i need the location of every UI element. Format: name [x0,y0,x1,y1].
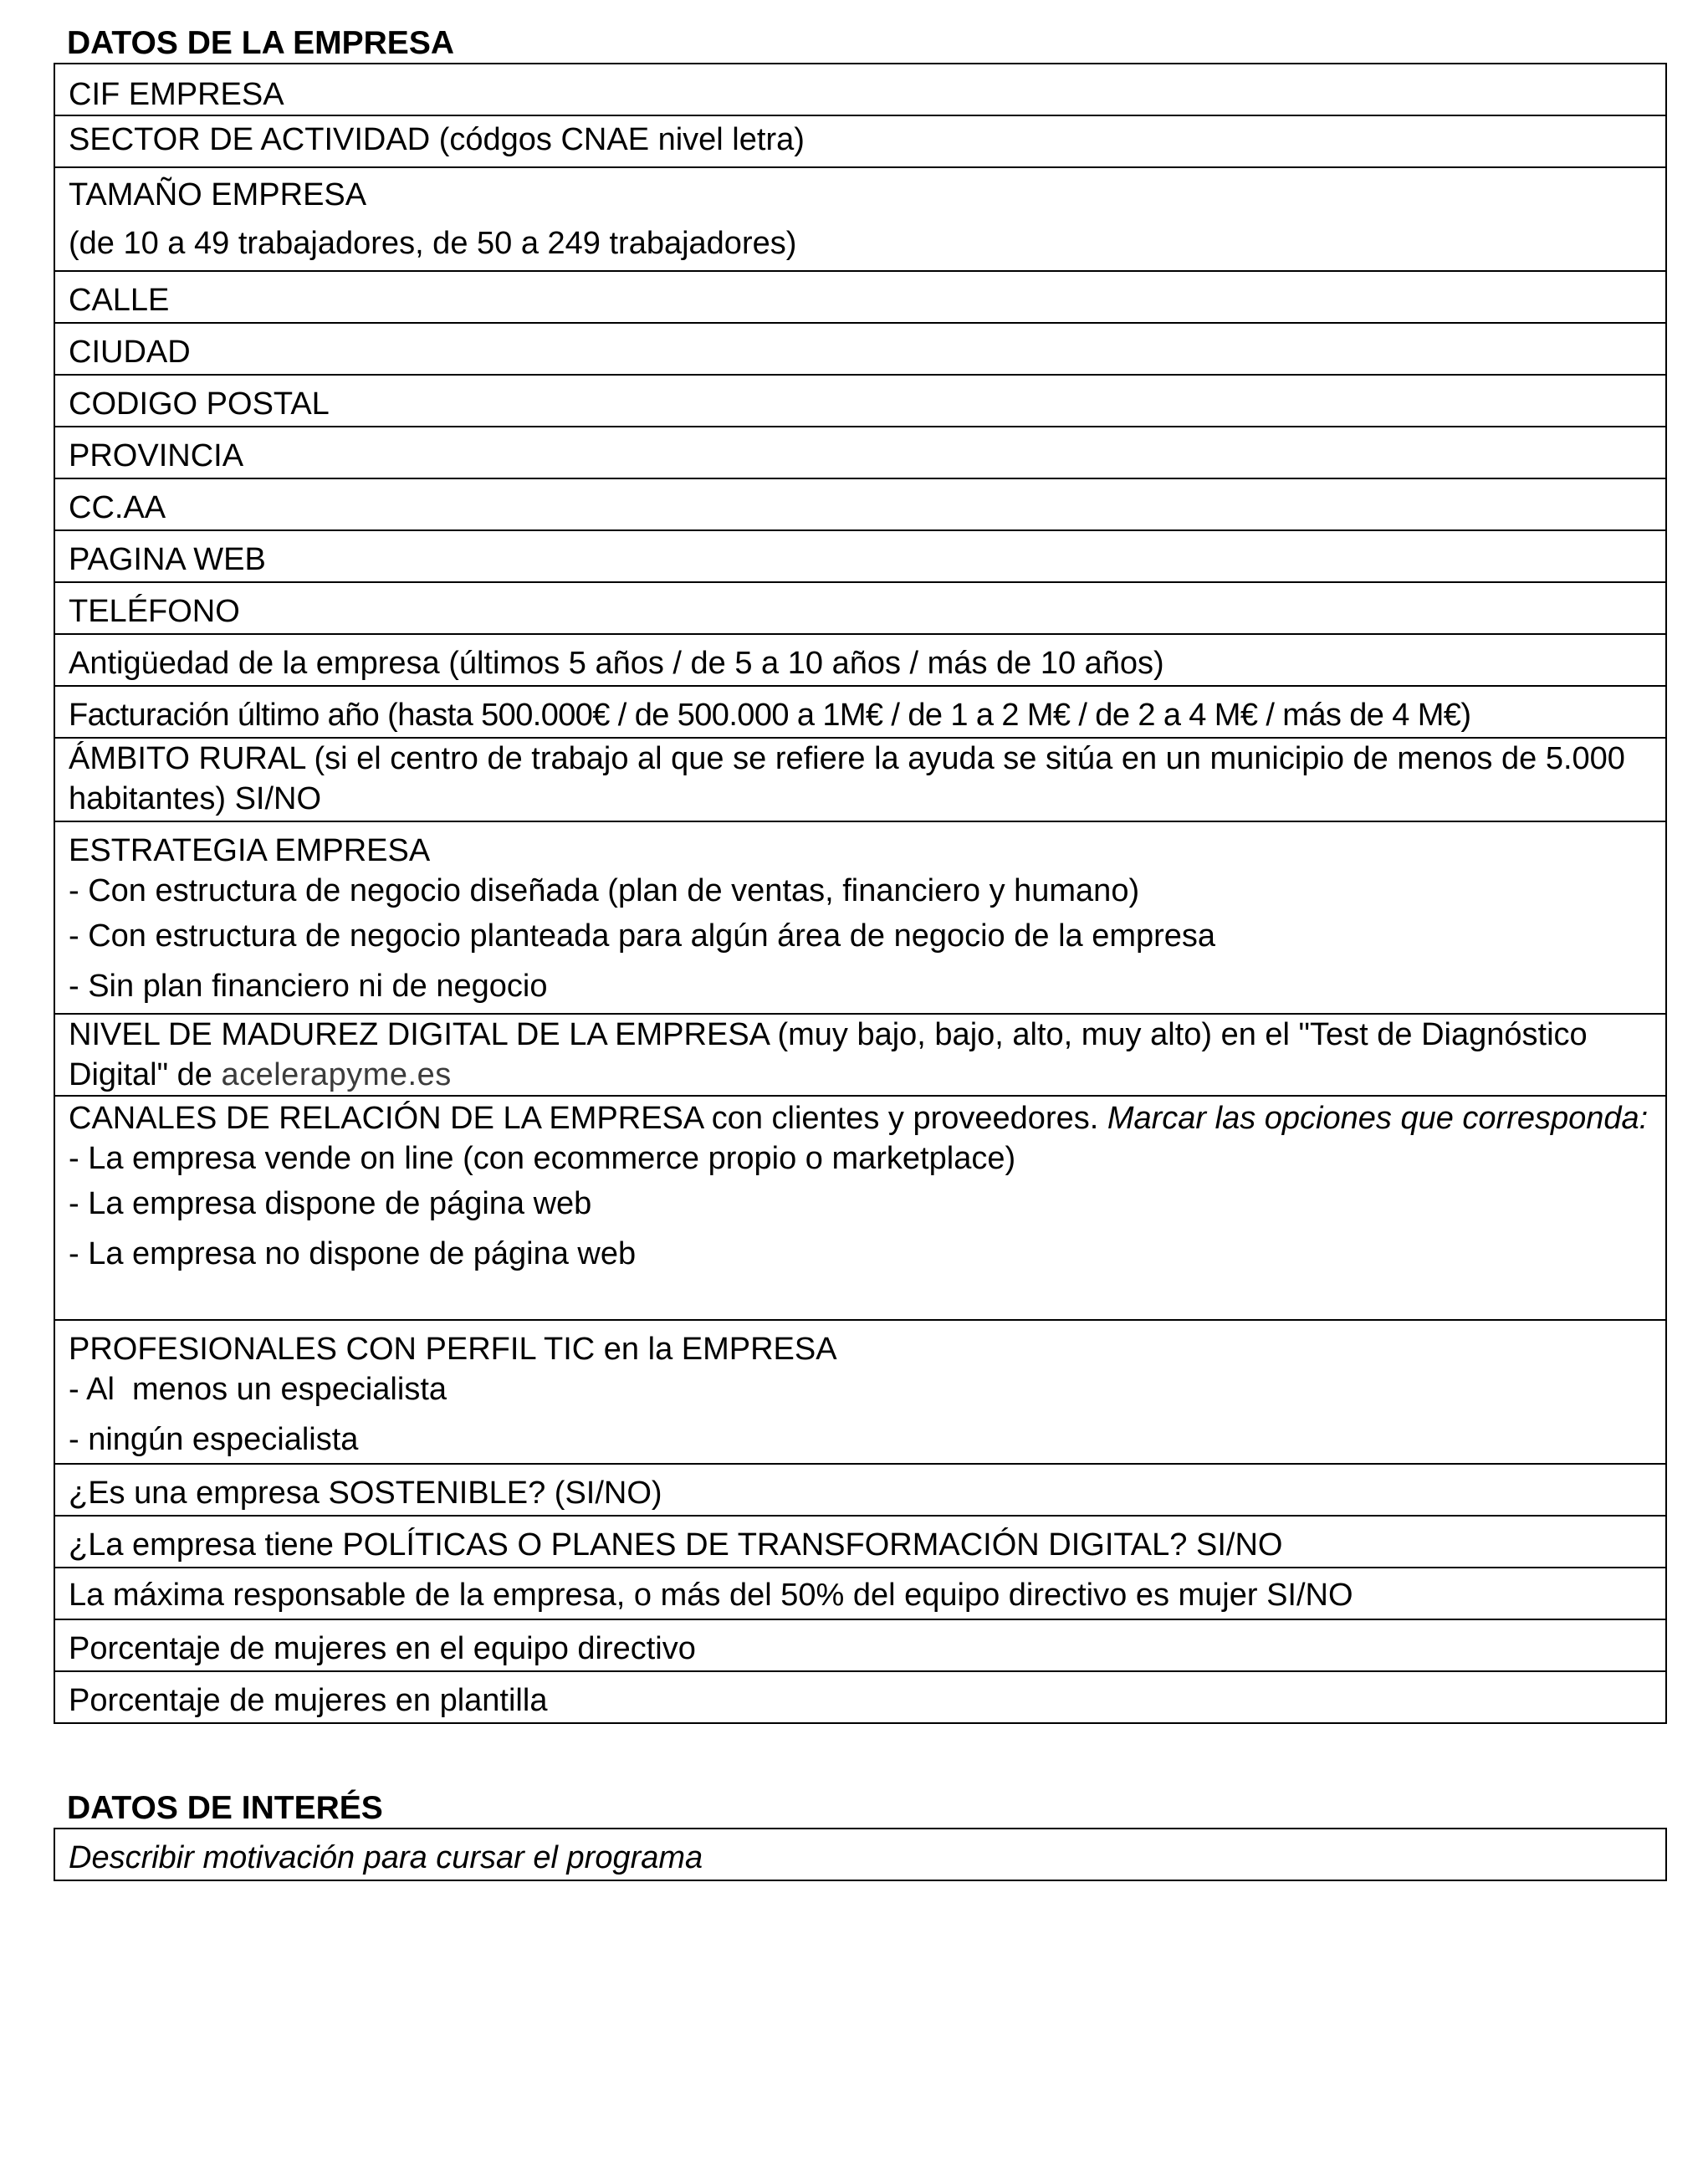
section-heading-datos-empresa: DATOS DE LA EMPRESA [67,25,454,61]
row-pagina-web[interactable] [54,530,1666,582]
row-calle[interactable] [54,271,1666,323]
row-mujeres-directivo[interactable] [54,1619,1666,1671]
label-estrategia-option-1: - Con estructura de negocio diseñada (plan de ventas, financiero y humano) [69,873,1140,908]
label-madurez-digital [69,1015,1652,1095]
label-estrategia-option-2: - Con estructura de negocio planteada para algún área de negocio de la empresa [69,918,1216,954]
row-estrategia[interactable] [54,821,1666,1014]
row-ccaa[interactable] [54,478,1666,530]
row-motivacion[interactable] [54,1829,1666,1880]
label-canales-option-1: - La empresa vende on line (con ecommerce propio o marketplace) [69,1141,1016,1176]
interest-data-table [54,1828,1667,1881]
label-tic-option-2: - ningún especialista [69,1422,359,1457]
label-tamano-options: (de 10 a 49 trabajadores, de 50 a 249 trabajadores) [69,226,797,261]
row-canales[interactable] [54,1096,1666,1320]
label-motivacion: Describir motivación para cursar el programa [69,1840,703,1875]
row-facturacion[interactable] [54,686,1666,738]
row-codigo-postal[interactable] [54,375,1666,427]
label-cif: CIF EMPRESA [69,77,284,112]
label-ciudad: CIUDAD [69,335,191,370]
label-canales-text: CANALES DE RELACIÓN DE LA EMPRESA con clientes y proveedores. [69,1101,1107,1136]
label-sostenible: ¿Es una empresa SOSTENIBLE? (SI/NO) [69,1476,662,1511]
label-pagina-web: PAGINA WEB [69,542,266,577]
label-estrategia-title: ESTRATEGIA EMPRESA [69,833,431,868]
row-sostenible[interactable] [54,1464,1666,1516]
row-madurez-digital[interactable] [54,1014,1666,1096]
row-maxima-responsable[interactable] [54,1568,1666,1619]
label-canales-option-3: - La empresa no dispone de página web [69,1236,637,1271]
row-tamano[interactable] [54,167,1666,271]
row-politicas[interactable] [54,1516,1666,1568]
label-ambito-rural: ÁMBITO RURAL (si el centro de trabajo al que se refiere la ayuda se sitúa en un municipio de menos de 5.000 habitantes) SI/NO [69,741,1625,816]
label-antiguedad: Antigüedad de la empresa (últimos 5 años / de 5 a 10 años / más de 10 años) [69,646,1164,681]
label-codigo-postal: CODIGO POSTAL [69,386,330,422]
row-ciudad[interactable] [54,323,1666,375]
label-mujeres-directivo: Porcentaje de mujeres en el equipo directivo [69,1631,696,1666]
label-canales-instruction: Marcar las opciones que corresponda: [1107,1101,1649,1136]
row-sector[interactable] [54,115,1666,167]
label-tic-option-1: - Al menos un especialista [69,1372,447,1407]
label-estrategia-option-3: - Sin plan financiero ni de negocio [69,969,548,1004]
label-canales-title [69,1097,1652,1138]
label-provincia: PROVINCIA [69,438,244,473]
acelerapyme-link[interactable]: acelerapyme.es [221,1057,452,1092]
section-heading-datos-interes: DATOS DE INTERÉS [67,1790,383,1826]
row-cif[interactable] [54,64,1666,115]
row-provincia[interactable] [54,427,1666,478]
row-perfil-tic[interactable] [54,1320,1666,1464]
label-facturacion: Facturación último año (hasta 500.000€ / de 500.000 a 1M€ / de 1 a 2 M€ / de 2 a 4 M€ / más de 4 M€) [69,698,1471,733]
company-data-table [54,63,1667,1724]
row-antiguedad[interactable] [54,634,1666,686]
label-mujeres-plantilla: Porcentaje de mujeres en plantilla [69,1683,548,1718]
label-madurez-text: NIVEL DE MADUREZ DIGITAL DE LA EMPRESA (muy bajo, bajo, alto, muy alto) en el "Test de Diagnóstico Digital" de [69,1017,1588,1092]
row-ambito-rural[interactable] [54,738,1666,821]
label-sector: SECTOR DE ACTIVIDAD (códgos CNAE nivel letra) [69,122,805,157]
label-maxima-responsable: La máxima responsable de la empresa, o más del 50% del equipo directivo es mujer SI/NO [69,1578,1353,1613]
label-telefono: TELÉFONO [69,594,240,629]
label-canales-option-2: - La empresa dispone de página web [69,1186,592,1221]
label-calle: CALLE [69,283,170,318]
label-politicas: ¿La empresa tiene POLÍTICAS O PLANES DE TRANSFORMACIÓN DIGITAL? SI/NO [69,1527,1283,1563]
row-telefono[interactable] [54,582,1666,634]
row-mujeres-plantilla[interactable] [54,1671,1666,1723]
label-tamano-title: TAMAÑO EMPRESA [69,177,367,212]
label-ccaa: CC.AA [69,490,166,525]
label-tic-title: PROFESIONALES CON PERFIL TIC en la EMPRESA [69,1332,837,1367]
